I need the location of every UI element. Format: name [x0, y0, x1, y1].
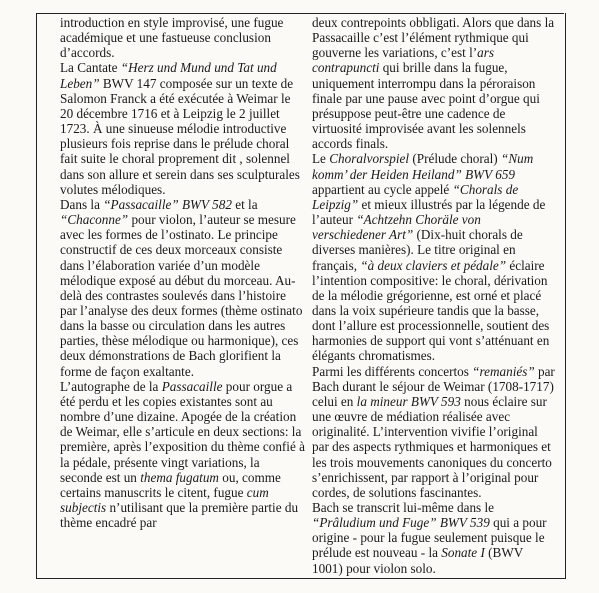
text-run: pour violon, l’auteur se mesure avec les formes de l’ostinato. Le principe constructif de ces deux morceaux consiste dans l’élaboration variée d’un modèle mélodique exposé au début du morceau. Au-delà des contrastes soulevés dans l’histoire par l’analyse des deux formes (thème ostinato dans la basse ou circulation dans les autres parties, thèse mélodique ou harmonique), ces deux démonstrations de Bach glorifient la forme de façon exaltante.	[60, 212, 303, 379]
text-run: nous éclaire sur une œuvre de médiation réalisée avec originalité. L’intervention vivifie l’original par des aspects rythmiques et harmoniques et les trois mouvements canoniques du concerto s’enrichissent, par rapport à l’original pour cordes, de solutions fascinantes.	[312, 393, 552, 500]
italic-run: “Achtzehn Choräle von verschiedener Art”	[312, 212, 481, 243]
italic-run: “Passacaille” BWV 582	[103, 196, 232, 212]
text-run: Parmi les différents concertos	[312, 363, 473, 379]
text-run: appartient au cycle appelé	[312, 181, 453, 197]
italic-run: Sonate I	[441, 545, 485, 561]
italic-run: Choralvorspiel	[329, 151, 410, 167]
text-run: pour orgue a été perdu et les copies existantes sont au nombre d’une dizaine. Apogée de la création de Weimar, elle s’articule en deux sections: la première, après l’exposition du thème confié à la pédale, présente vingt variations, la seconde est un	[60, 378, 305, 485]
text-run: par Bach durant le séjour de Weimar (1708-1717) celui en	[312, 363, 555, 409]
italic-run: “remaniés”	[472, 363, 535, 379]
text-run: BWV 147 composée sur un texte de Salomon Franck a été exécutée à Weimar le 20 décembre 1716 et à Leipzig le 2 juillet 1723. À une sinueuse mélodie introductive plusieurs fois reprise dans le prélude choral fait suite le choral proprement dit , solennel dans son allure et serein dans ses sculpturales volutes mélodiques.	[60, 75, 300, 197]
paragraph	[312, 151, 557, 363]
text-run: La Cantate	[60, 60, 121, 76]
text-column-right	[312, 15, 557, 576]
italic-run: “Chorals de Leipzig”	[312, 181, 519, 212]
text-run: (Prélude choral)	[409, 151, 501, 167]
paragraph	[60, 379, 305, 531]
italic-run: “Prâludium und Fuge” BWV 539	[312, 515, 490, 531]
italic-run: “Chaconne”	[60, 212, 129, 228]
text-run: L’autographe de la	[60, 378, 162, 394]
italic-run: thema fugatum	[140, 469, 219, 485]
text-run: introduction en style improvisé, une fugue académique et une fastueuse conclusion d’accords.	[60, 15, 284, 61]
text-run: deux contrepoints obbligati. Alors que dans la Passacaille c’est l’élément rythmique qui gouverne les variations, c’est l’	[312, 15, 555, 61]
text-run: Bach se transcrit lui-même dans le	[312, 500, 494, 515]
text-run: et la	[231, 196, 258, 212]
paragraph	[312, 364, 557, 500]
text-run: ou, comme certains manuscrits le citent, fugue	[60, 469, 281, 500]
text-run: (BWV 1001) pour violon solo.	[312, 545, 524, 576]
paragraph	[60, 60, 305, 196]
text-run: Dans la	[60, 196, 104, 212]
italic-run: la mineur BWV 593	[356, 393, 461, 409]
text-run: qui brille dans la fugue, uniquement interrompu dans la péroraison finale par une pause avec point d’orgue qui présuppose peut-être une cadence de virtuosité improvisée avant les solennels accords finals.	[312, 60, 540, 152]
paragraph	[60, 197, 305, 379]
text-run: qui a pour origine - pour la fugue seulement puisque le prélude est nouveau - la	[312, 515, 547, 561]
italic-run: “à deux claviers et pédale”	[360, 257, 507, 273]
text-run: éclaire l’intention compositive: le choral, dérivation de la mélodie grégorienne, est orné et placé dans la voix supérieure tandis que la basse, dont l’allure est processionnelle, soutient des harmonies de support qui vont s’atténuant en élégants chromatismes.	[312, 257, 550, 364]
italic-run: Passacaille	[161, 378, 223, 394]
paragraph	[312, 500, 557, 576]
paragraph	[312, 15, 557, 151]
italic-run: cum subjectis	[60, 484, 269, 515]
text-run: n’utilisant que la première partie du thème encadré par	[60, 500, 299, 531]
text-run: (Dix-huit chorals de diverses manières). Le titre original en français,	[312, 227, 523, 273]
italic-run: “Herz und Mund und Tat und Leben”	[60, 60, 277, 91]
paragraph	[60, 15, 305, 60]
text-column-left	[60, 15, 305, 530]
italic-run: “Num komm’ der Heiden Heiland” BWV 659	[312, 151, 534, 182]
text-run: et mieux illustrés par la légende de l’auteur	[312, 196, 546, 228]
text-run: Le	[312, 151, 330, 167]
italic-run: ars contrapuncti	[312, 45, 495, 76]
